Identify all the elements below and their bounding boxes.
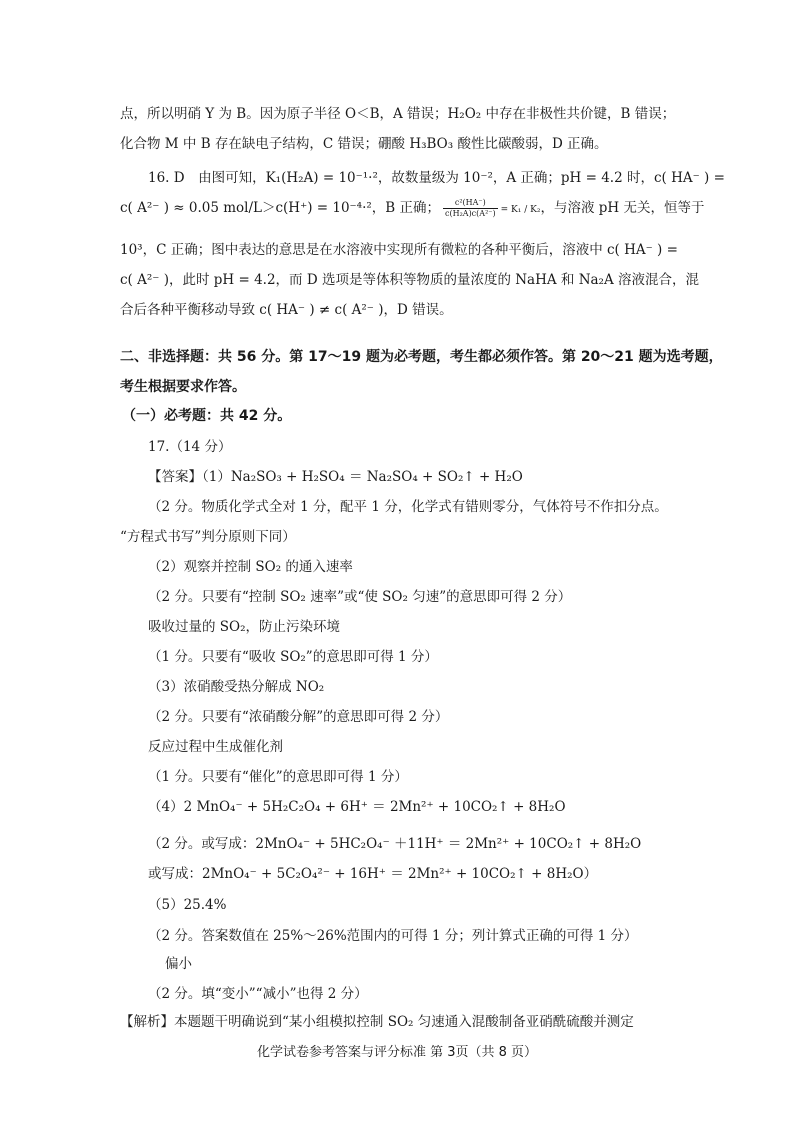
text-line: （2 分。只要有“浓硝酸分解”的意思即可得 2 分） bbox=[148, 709, 449, 725]
fraction-suffix: = K₁ / K₂ bbox=[500, 205, 541, 215]
text-line: 合后各种平衡移动导致 c( HA⁻ ) ≠ c( A²⁻ )，D 错误。 bbox=[120, 302, 453, 318]
text-line: （2 分。只要有“控制 SO₂ 速率”或“使 SO₂ 匀速”的意思即可得 2 分） bbox=[148, 589, 572, 605]
text-line: （2 分。答案数值在 25%～26%范围内的可得 1 分；列计算式正确的可得 1 分） bbox=[148, 928, 638, 944]
section-heading: 考生根据要求作答。 bbox=[120, 379, 246, 395]
fraction-numerator: c²(HA⁻) bbox=[443, 198, 498, 209]
question-number: 17.（14 分） bbox=[148, 439, 232, 455]
fraction-denominator: c(H₂A)c(A²⁻) bbox=[445, 209, 496, 218]
text-segment: c( A²⁻ ) ≈ 0.05 mol/L＞c(H⁺) = 10⁻⁴·²，B 正确； bbox=[120, 200, 440, 216]
text-line: （4）2 MnO₄⁻ + 5H₂C₂O₄ + 6H⁺ ＝ 2Mn²⁺ + 10CO₂↑ + 8H₂O bbox=[148, 799, 566, 815]
text-line: 化合物 M 中 B 存在缺电子结构，C 错误；硼酸 H₃BO₃ 酸性比碳酸弱，D 正确。 bbox=[120, 136, 608, 152]
text-line: 吸收过量的 SO₂，防止污染环境 bbox=[148, 619, 341, 635]
section-heading: 二、非选择题：共 56 分。第 17～19 题为必考题，考生都必须作答。第 20～21 题为选考题， bbox=[120, 349, 723, 365]
text-line: （3）浓硝酸受热分解成 NO₂ bbox=[148, 679, 325, 695]
text-line bbox=[120, 198, 704, 220]
text-line: 反应过程中生成催化剂 bbox=[148, 739, 283, 755]
fraction bbox=[443, 198, 498, 219]
text-line: （2 分。填“变小”“减小”也得 2 分） bbox=[148, 986, 368, 1002]
text-line: （2 分。物质化学式全对 1 分，配平 1 分，化学式有错则零分，气体符号不作扣分点。 bbox=[148, 499, 668, 515]
text-line: “方程式书写”判分原则下同） bbox=[120, 529, 296, 545]
text-segment: ，与溶液 pH 无关，恒等于 bbox=[540, 200, 705, 216]
text-line: c( A²⁻ )，此时 pH = 4.2，而 D 选项是等体积等物质的量浓度的 NaHA 和 Na₂A 溶液混合，混 bbox=[120, 272, 700, 288]
text-line: 【解析】本题题干明确说到“某小组模拟控制 SO₂ 匀速通入混酸制备亚硝酰硫酸并测定 bbox=[120, 1014, 634, 1030]
text-line: （1 分。只要有“催化”的意思即可得 1 分） bbox=[148, 769, 408, 785]
text-line: （2 分。或写成：2MnO₄⁻ + 5HC₂O₄⁻ ＋11H⁺ ＝ 2Mn²⁺ + 10CO₂↑ + 8H₂O bbox=[148, 836, 642, 852]
text-line: （1 分。只要有“吸收 SO₂”的意思即可得 1 分） bbox=[148, 649, 438, 665]
text-line: 或写成：2MnO₄⁻ + 5C₂O₄²⁻ + 16H⁺ ＝ 2Mn²⁺ + 10CO₂↑ + 8H₂O） bbox=[148, 866, 598, 882]
subsection-heading: （一）必考题：共 42 分。 bbox=[122, 408, 292, 424]
answer-line: 【答案】（1）Na₂SO₃ + H₂SO₄ ＝ Na₂SO₄ + SO₂↑ + H₂O bbox=[148, 469, 523, 485]
text-line: （2）观察并控制 SO₂ 的通入速率 bbox=[148, 559, 353, 575]
page-footer: 化学试卷参考答案与评分标准 第 3页（共 8 页） bbox=[256, 1045, 538, 1060]
text-line: 10³，C 正确；图中表达的意思是在水溶液中实现所有微粒的各种平衡后，溶液中 c( HA⁻ ) = bbox=[120, 242, 678, 258]
text-line: （5）25.4% bbox=[148, 897, 227, 913]
text-line: 偏小 bbox=[165, 956, 192, 972]
text-line: 16. D 由图可知，K₁(H₂A) = 10⁻¹·²，故数量级为 10⁻²，A 正确；pH = 4.2 时，c( HA⁻ ) = bbox=[148, 170, 725, 186]
text-line: 点，所以明硝 Y 为 B。因为原子半径 O＜B，A 错误；H₂O₂ 中存在非极性共价键，B 错误； bbox=[120, 106, 676, 122]
